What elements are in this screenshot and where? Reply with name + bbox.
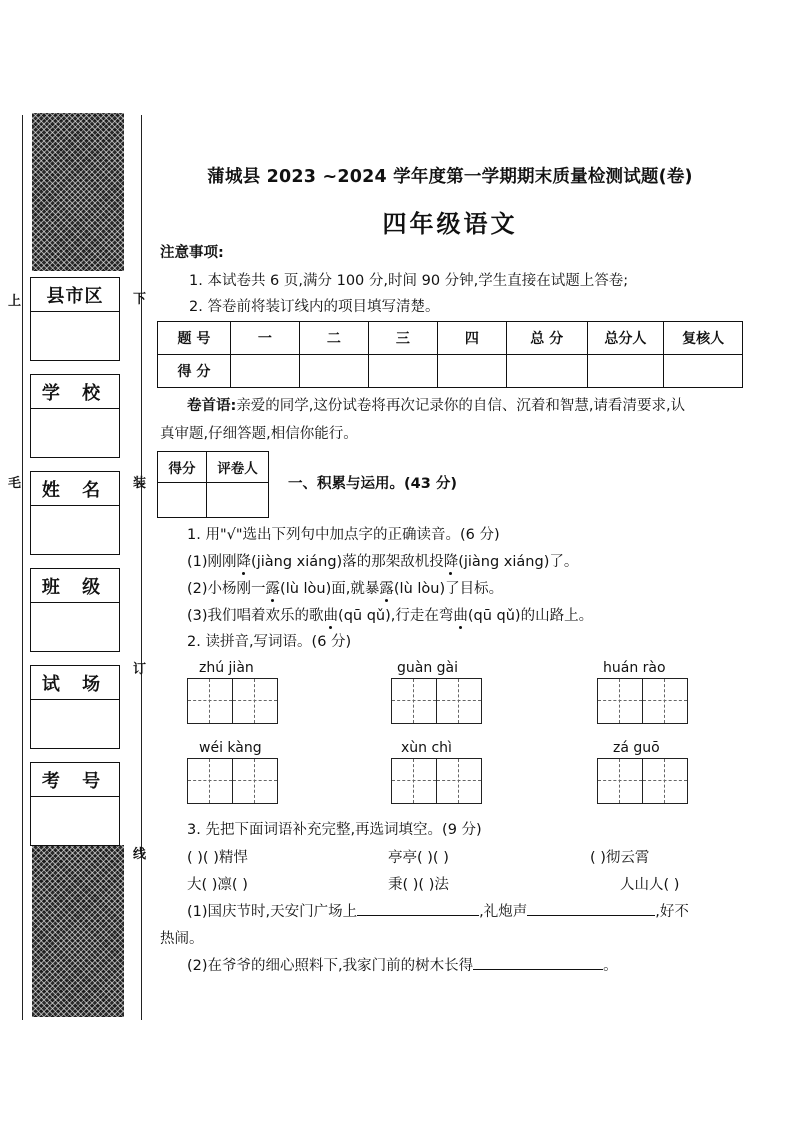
preface-label: 卷首语: — [187, 398, 237, 414]
section-1-title: 一、积累与运用。(43 分) — [288, 476, 457, 492]
grader-value-row — [158, 483, 269, 518]
q3-s1-part-a: (1)国庆节时,天安门广场上 — [187, 904, 358, 920]
binding-char-1: 下 — [133, 292, 147, 307]
dotted-char: 曲 — [453, 608, 468, 624]
left-edge-line — [22, 115, 23, 1020]
q3-sentence-1-cont: 热闹。 — [160, 931, 204, 947]
q1-line-3-pre: (3)我们唱着欢乐的歌 — [187, 608, 324, 624]
score-header-cell: 二 — [299, 322, 368, 355]
county-field[interactable] — [30, 277, 120, 361]
preface-text-1: 亲爱的同学,这份试卷将再次记录你的自信、沉着和智慧,请看清要求,认 — [236, 398, 686, 414]
exam-room-label: 试 场 — [31, 666, 119, 700]
name-label: 姓 名 — [31, 472, 119, 506]
idiom-blank[interactable]: ( )彻云霄 — [590, 850, 650, 866]
class-field[interactable] — [30, 568, 120, 652]
pinyin-text: guàn gài — [397, 660, 459, 676]
q3-title: 3. 先把下面词语补充完整,再选词填空。(9 分) — [187, 822, 482, 838]
q1-line-2-post: (lù lòu)了目标。 — [393, 581, 504, 597]
notes-item-2: 2. 答卷前将装订线内的项目填写清楚。 — [189, 299, 440, 315]
score-cell[interactable] — [368, 355, 437, 388]
fill-blank[interactable] — [473, 955, 603, 970]
idiom-blank[interactable]: 人山人( ) — [620, 877, 680, 893]
q3-s2-part-b: 。 — [603, 958, 618, 974]
char-grid[interactable] — [187, 758, 278, 804]
q1-title: 1. 用"√"选出下列句中加点字的正确读音。(6 分) — [187, 527, 500, 543]
q1-line-2 — [187, 577, 503, 598]
q1-line-1-pre: (1)刚刚 — [187, 554, 237, 570]
score-header-cell: 三 — [368, 322, 437, 355]
name-field[interactable] — [30, 471, 120, 555]
score-cell[interactable] — [230, 355, 299, 388]
binding-char-4: 线 — [133, 847, 147, 862]
dotted-char: 降 — [443, 554, 459, 570]
binding-char-3: 订 — [133, 662, 147, 677]
notes-item-1: 1. 本试卷共 6 页,满分 100 分,时间 90 分钟,学生直接在试题上答卷; — [189, 273, 629, 289]
score-cell[interactable] — [506, 355, 587, 388]
dotted-char: 降 — [236, 554, 252, 570]
exam-room-field[interactable] — [30, 665, 120, 749]
score-table-score-row — [158, 355, 743, 388]
preface-line-2: 真审题,仔细答题,相信你能行。 — [160, 426, 358, 442]
idiom-blank[interactable]: 亭亭( )( ) — [388, 850, 449, 866]
binding-pattern-top — [32, 113, 124, 271]
q1-line-1 — [187, 550, 578, 571]
score-table-header-row — [158, 322, 743, 355]
q1-line-3-mid: (qū qǔ),行走在弯 — [338, 608, 454, 624]
score-row-label: 得 分 — [158, 355, 231, 388]
grader-name-header: 评卷人 — [207, 452, 269, 483]
idiom-blank[interactable]: ( )( )精悍 — [187, 850, 248, 866]
dotted-char: 露 — [265, 581, 281, 597]
score-cell[interactable] — [299, 355, 368, 388]
char-grid[interactable] — [391, 758, 482, 804]
notes-heading: 注意事项: — [160, 245, 224, 261]
char-grid[interactable] — [391, 678, 482, 724]
binding-pattern-bottom — [32, 845, 124, 1017]
idiom-blank[interactable]: 秉( )( )法 — [388, 877, 449, 893]
grader-score-cell[interactable] — [158, 483, 207, 518]
binding-line — [141, 115, 142, 1020]
edge-char-1: 上 — [8, 294, 22, 309]
county-label: 县市区 — [31, 278, 119, 312]
grader-name-cell[interactable] — [207, 483, 269, 518]
exam-number-field[interactable] — [30, 762, 120, 846]
q3-s1-part-b: ,礼炮声 — [479, 904, 528, 920]
grader-header-row — [158, 452, 269, 483]
dotted-char: 露 — [379, 581, 394, 597]
fill-blank[interactable] — [357, 901, 479, 916]
school-label: 学 校 — [31, 375, 119, 409]
pinyin-text: zhú jiàn — [199, 660, 254, 676]
score-header-cell: 总 分 — [506, 322, 587, 355]
idiom-blank[interactable]: 大( )凛( ) — [187, 877, 248, 893]
binding-char-2: 装 — [133, 476, 147, 491]
pinyin-text: huán rào — [603, 660, 666, 676]
grader-score-header: 得分 — [158, 452, 207, 483]
q3-sentence-2 — [187, 954, 618, 975]
grader-table — [157, 451, 269, 518]
score-header-cell: 总分人 — [587, 322, 664, 355]
pinyin-text: zá guō — [613, 740, 660, 756]
exam-number-label: 考 号 — [31, 763, 119, 797]
score-cell[interactable] — [587, 355, 664, 388]
q3-sentence-1 — [187, 900, 689, 921]
q1-line-2-pre: (2)小杨刚一 — [187, 581, 266, 597]
fill-blank[interactable] — [527, 901, 655, 916]
pinyin-text: wéi kàng — [199, 740, 262, 756]
q1-line-3-post: (qū qǔ)的山路上。 — [467, 608, 594, 624]
edge-char-2: 毛 — [8, 476, 22, 491]
q1-line-2-mid: (lù lòu)面,就暴 — [280, 581, 380, 597]
score-header-cell: 四 — [437, 322, 506, 355]
q3-s1-part-c: ,好不 — [655, 904, 689, 920]
exam-subtitle: 四年级语文 — [382, 210, 518, 238]
score-table — [157, 321, 743, 388]
q1-line-1-mid: (jiàng xiáng)落的那架敌机投 — [251, 554, 444, 570]
score-header-cell: 题 号 — [158, 322, 231, 355]
school-field[interactable] — [30, 374, 120, 458]
char-grid[interactable] — [597, 678, 688, 724]
q2-title: 2. 读拼音,写词语。(6 分) — [187, 634, 352, 650]
dotted-char: 曲 — [323, 608, 339, 624]
preface-line-1 — [187, 394, 685, 415]
q3-s2-part-a: (2)在爷爷的细心照料下,我家门前的树木长得 — [187, 958, 474, 974]
pinyin-text: xùn chì — [401, 740, 452, 756]
exam-title: 蒲城县 2023 ~2024 学年度第一学期期末质量检测试题(卷) — [207, 167, 693, 187]
q1-line-1-post: (jiàng xiáng)了。 — [458, 554, 579, 570]
score-cell[interactable] — [664, 355, 743, 388]
q1-line-3 — [187, 604, 593, 625]
score-cell[interactable] — [437, 355, 506, 388]
score-header-cell: 复核人 — [664, 322, 743, 355]
char-grid[interactable] — [597, 758, 688, 804]
char-grid[interactable] — [187, 678, 278, 724]
score-header-cell: 一 — [230, 322, 299, 355]
class-label: 班 级 — [31, 569, 119, 603]
